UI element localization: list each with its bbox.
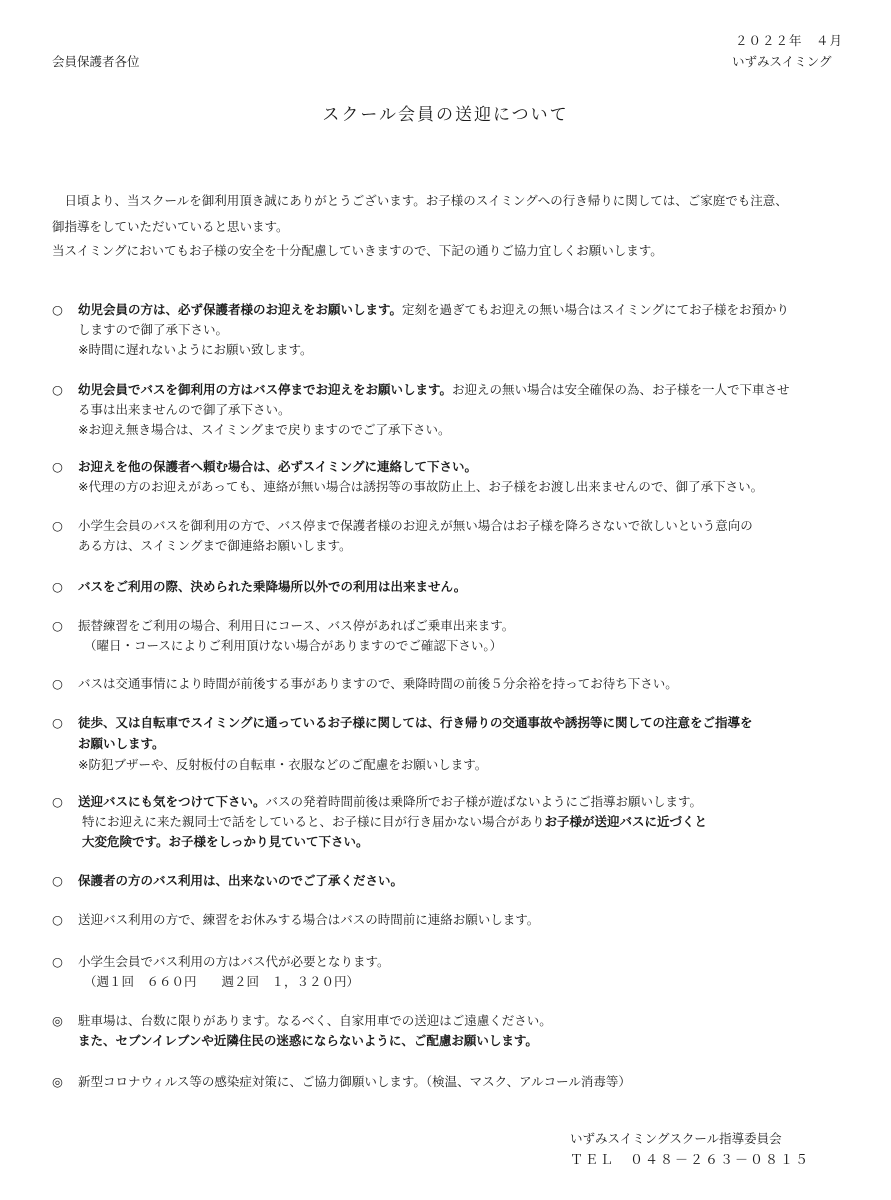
intro-line: 当スイミングにおいてもお子様の安全を十分配慮していきますので、下記の通りご協力宜しくお願いします。 (52, 243, 663, 258)
signature-organization: いずみスイミングスクール指導委員会 (570, 1131, 782, 1146)
notice-line (78, 714, 753, 732)
intro-line: 日頃より、当スクールを御利用頂き誠にありがとうございます。お子様のスイミングへの行き帰りに関しては、ご家庭でも注意、 (52, 193, 788, 208)
body-text: ※代理の方のお迎えがあっても、連絡が無い場合は誘拐等の事故防止上、お子様をお渡し出来ませんので、御了承下さい。 (78, 479, 764, 494)
bullet-marker: ○ (52, 676, 63, 691)
notice-line (78, 401, 291, 419)
intro-line: 御指導をしていただいていると思います。 (52, 219, 289, 234)
notice-line (78, 872, 403, 890)
notice-line (84, 973, 359, 991)
emphasis-text: 送迎バスにも気をつけて下さい。 (78, 794, 266, 809)
body-text: バスの発着時間前後は乗降所でお子様が遊ばないようにご指導お願いします。 (265, 794, 703, 809)
body-text: しますので御了承下さい。 (78, 322, 229, 337)
emphasis-text: 幼児会員の方は、必ず保護者様のお迎えをお願いします。 (78, 302, 403, 317)
notice-line (78, 458, 477, 476)
notice-line (78, 341, 312, 359)
emphasis-text: また、セブンイレブンや近隣住民の迷惑にならないように、ご配慮お願いします。 (78, 1033, 538, 1048)
emphasis-text: 大変危険です。お子様をしっかり見ていて下さい。 (82, 834, 369, 849)
notice-line (78, 321, 228, 339)
bullet-marker: ○ (52, 302, 63, 317)
notice-line (78, 301, 789, 319)
notice-line (78, 1073, 631, 1091)
notice-line (78, 421, 450, 439)
document-title: スクール会員の送迎について (322, 105, 569, 125)
body-text: 小学生会員のバスを御利用の方で、バス停まで保護者様のお迎えが無い場合はお子様を降ろさないで欲しいという意向の (78, 518, 753, 533)
notice-line (84, 637, 502, 655)
body-text: 振替練習をご利用の場合、利用日にコース、バス停があればご乗車出来ます。 (78, 618, 515, 633)
body-text: （曜日・コースによりご利用頂けない場合がありますのでご確認下さい。） (84, 638, 503, 653)
emphasis-text: 保護者の方のバス利用は、出来ないのでご了承ください。 (78, 873, 404, 888)
body-text: （週１回 ６６０円 週２回 １，３２０円） (84, 974, 360, 989)
bullet-marker: ○ (52, 382, 63, 397)
body-text: バスは交通事情により時間が前後する事がありますので、乗降時間の前後５分余裕を持ってお待ち下さい。 (78, 676, 678, 691)
bullet-marker: ○ (52, 912, 63, 927)
notice-line (78, 1032, 538, 1050)
body-text: ある方は、スイミングまで御連絡お願いします。 (78, 538, 352, 553)
notice-line (78, 793, 702, 811)
document-date: ２０２２年 ４月 (735, 33, 844, 48)
emphasis-text: お願いします。 (78, 736, 165, 751)
bullet-marker: ○ (52, 794, 63, 809)
signature-telephone: ＴＥＬ ０４８－２６３－０８１５ (570, 1153, 811, 1168)
bullet-marker: ◎ (52, 1074, 63, 1089)
body-text: ※防犯ブザーや、反射板付の自転車・衣服などのご配慮をお願いします。 (78, 757, 488, 772)
notice-line (78, 911, 539, 929)
body-text: 定刻を過ぎてもお迎えの無い場合はスイミングにてお子様をお預かり (402, 302, 790, 317)
body-text: 新型コロナウィルス等の感染症対策に、ご協力御願いします。（検温、マスク、アルコール消毒等） (78, 1074, 631, 1089)
bullet-marker: ○ (52, 518, 63, 533)
notice-line (78, 578, 466, 596)
body-text: ※時間に遅れないようにお願い致します。 (78, 342, 313, 357)
sender-organization: いずみスイミング (732, 54, 832, 69)
body-text: 特にお迎えに来た親同士で話をしていると、お子様に目が行き届かない場合があり (82, 814, 545, 829)
body-text: お迎えの無い場合は安全確保の為、お子様を一人で下車させ (452, 382, 790, 397)
body-text: 送迎バス利用の方で、練習をお休みする場合はバスの時間前に連絡お願いします。 (78, 912, 540, 927)
body-text: 駐車場は、台数に限りがあります。なるべく、自家用車での送迎はご遠慮ください。 (78, 1013, 552, 1028)
notice-line (78, 617, 514, 635)
notice-line (78, 1012, 552, 1030)
notice-line (78, 735, 165, 753)
emphasis-text: 幼児会員でバスを御利用の方はバス停までお迎えをお願いします。 (78, 382, 453, 397)
notice-line (82, 813, 707, 831)
notice-line (82, 833, 369, 851)
emphasis-text: バスをご利用の際、決められた乗降場所以外での利用は出来ません。 (78, 579, 467, 594)
bullet-marker: ○ (52, 715, 63, 730)
notice-line (78, 953, 390, 971)
bullet-marker: ○ (52, 873, 63, 888)
notice-line (78, 478, 763, 496)
body-text: ※お迎え無き場合は、スイミングまで戻りますのでご了承下さい。 (78, 422, 451, 437)
recipient: 会員保護者各位 (52, 54, 140, 69)
bullet-marker: ○ (52, 579, 63, 594)
notice-line (78, 537, 352, 555)
notice-line (78, 675, 678, 693)
notice-line (78, 517, 753, 535)
bullet-marker: ◎ (52, 1013, 63, 1028)
bullet-marker: ○ (52, 459, 63, 474)
emphasis-text: お子様が送迎バスに近づくと (544, 814, 708, 829)
bullet-marker: ○ (52, 618, 63, 633)
bullet-marker: ○ (52, 954, 63, 969)
notice-line (78, 756, 487, 774)
emphasis-text: 徒歩、又は自転車でスイミングに通っているお子様に関しては、行き帰りの交通事故や誘拐等に関しての注意をご指導を (78, 715, 753, 730)
body-text: る事は出来ませんので御了承下さい。 (78, 402, 291, 417)
emphasis-text: お迎えを他の保護者へ頼む場合は、必ずスイミングに連絡して下さい。 (78, 459, 478, 474)
notice-line (78, 381, 790, 399)
body-text: 小学生会員でバス利用の方はバス代が必要となります。 (78, 954, 390, 969)
